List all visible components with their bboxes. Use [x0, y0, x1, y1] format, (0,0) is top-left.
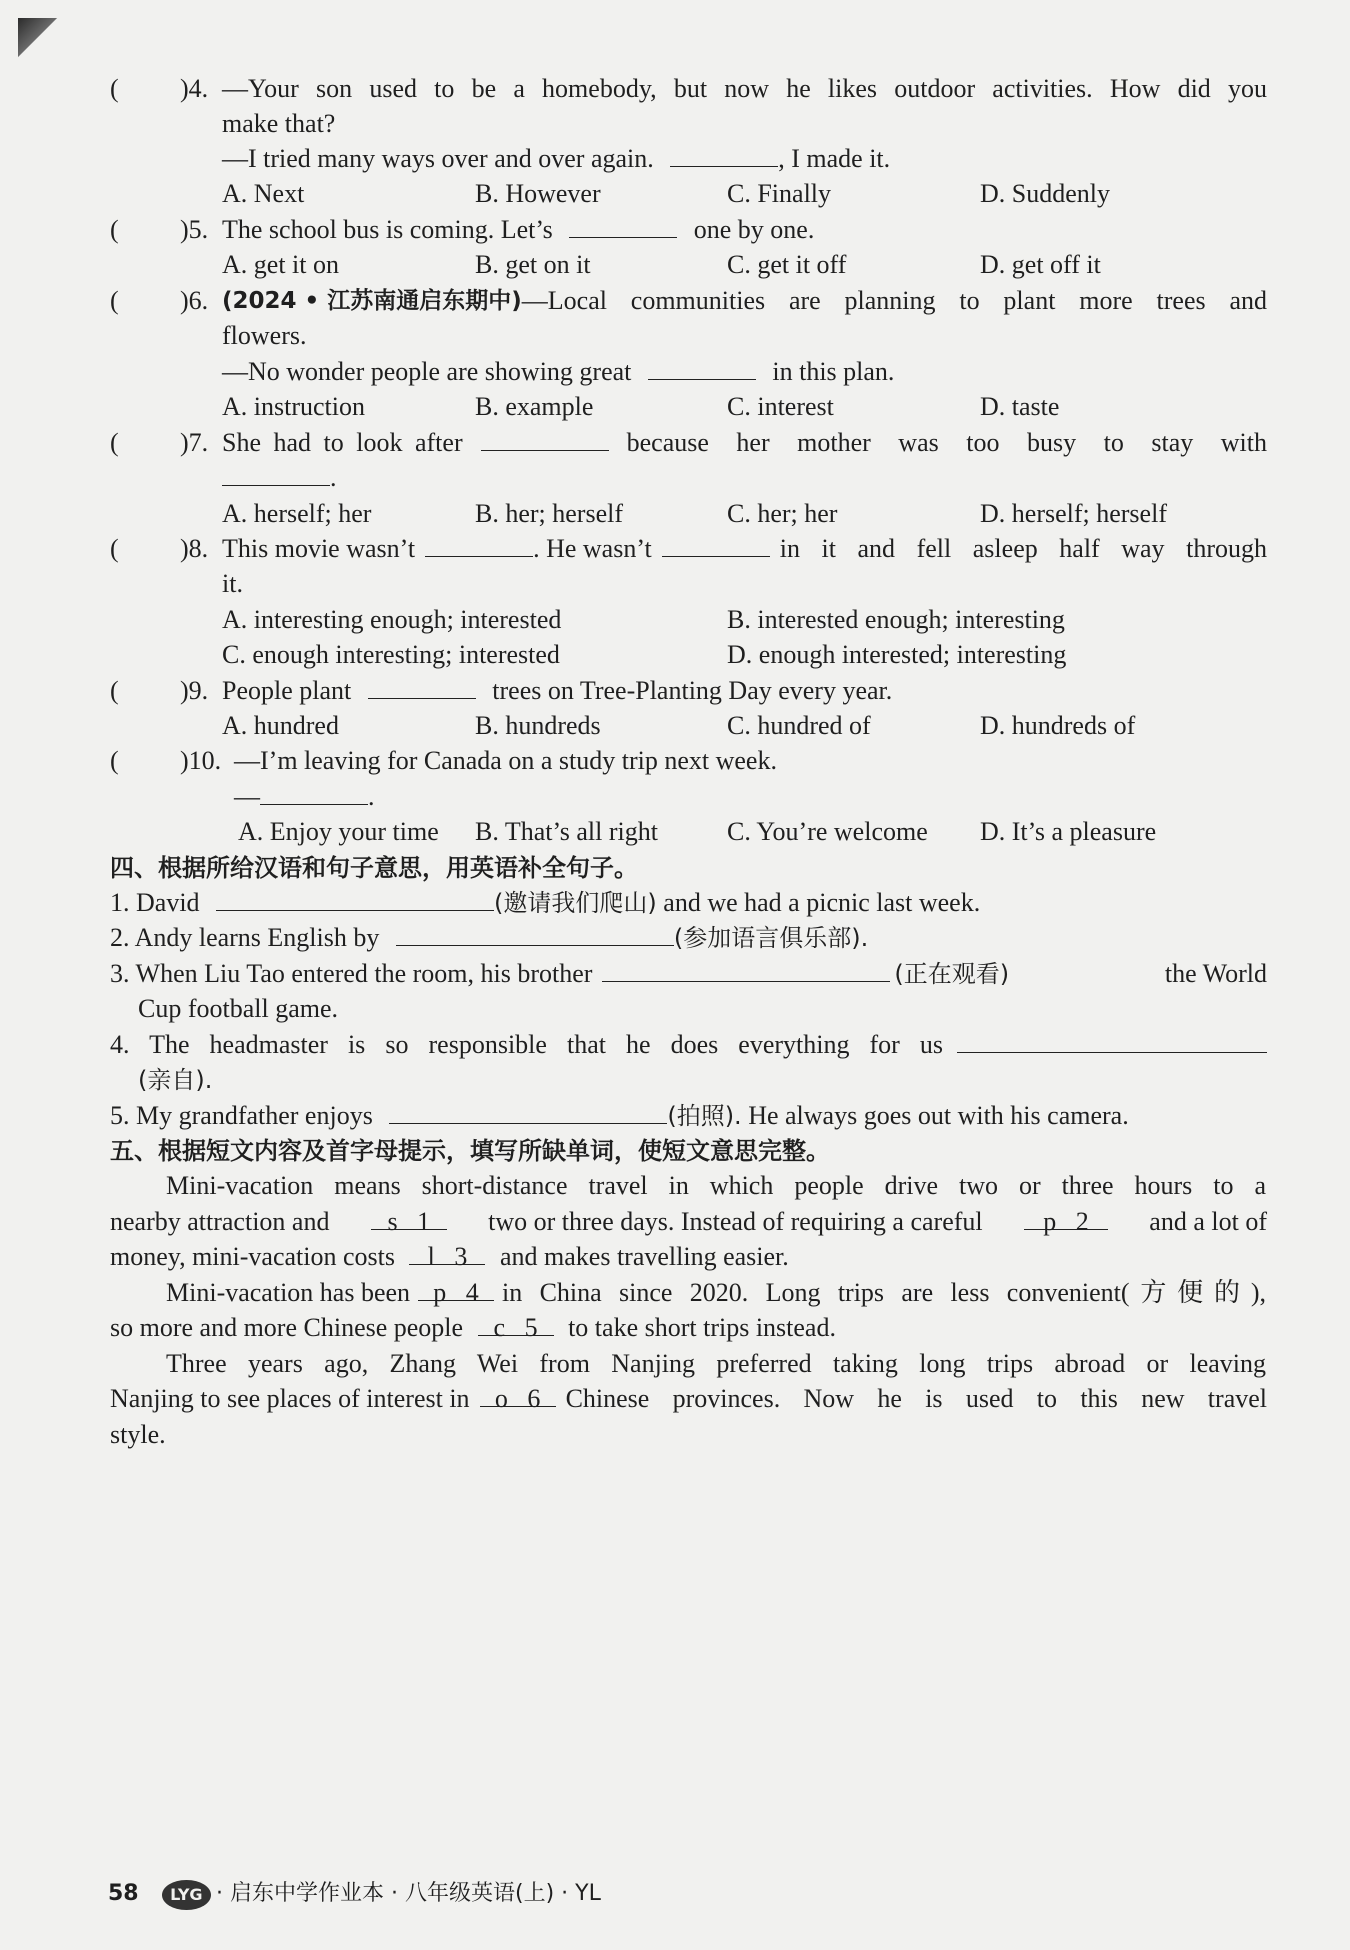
s4-2-answer-blank[interactable]	[396, 921, 674, 946]
blank-6-number: 6	[527, 1384, 541, 1413]
p1-line2-mid: two or three days. Instead of requiring a careful	[488, 1207, 983, 1236]
q9-paren: (	[110, 676, 119, 705]
q5-option-a: A. get it on	[222, 250, 339, 279]
s4-5-hint: (拍照).	[667, 1102, 742, 1130]
page-number: 58	[108, 1881, 139, 1906]
s4-3-hint: (正在观看)	[894, 960, 1010, 988]
q10-option-b: B. That’s all right	[475, 817, 658, 846]
q4-line3-text: —I tried many ways over and over again.	[222, 144, 654, 173]
blank-4-letter: p	[433, 1278, 447, 1307]
section4-sentence-4-hint: (亲自).	[138, 1066, 213, 1094]
q5-option-b: B. get on it	[475, 250, 591, 279]
book-title: · 启东中学作业本 · 八年级英语(上) · YL	[216, 1881, 601, 1906]
s4-5-answer-blank[interactable]	[389, 1099, 667, 1124]
q5-stem-tail: one by one.	[693, 215, 815, 244]
p3-line2-text: Nanjing to see places of interest in	[110, 1384, 470, 1413]
passage-p3-line3: style.	[110, 1420, 166, 1449]
q6-line3-text: —No wonder people are showing great	[222, 357, 632, 386]
s4-3-answer-blank[interactable]	[602, 957, 890, 982]
blank-2-number: 2	[1075, 1207, 1089, 1236]
q6-source: (2024 • 江苏南通启东期中)	[222, 288, 522, 314]
q8-option-c: C. enough interesting; interested	[222, 640, 560, 669]
q7-answer-blank-1[interactable]	[481, 426, 609, 451]
section4-sentence-5	[110, 1099, 1129, 1133]
blank-3-number: 3	[454, 1242, 468, 1271]
q6-line1-text: —Local communities are planning to plant more trees and	[521, 286, 1267, 315]
q7-option-d: D. herself; herself	[980, 499, 1167, 528]
q7-number: )7.	[180, 428, 209, 457]
q4-line2: make that?	[222, 109, 336, 138]
blank-3-letter: l	[427, 1242, 435, 1271]
q8-answer-blank-1[interactable]	[425, 532, 533, 557]
q7-line1	[222, 426, 1267, 460]
q7-option-b: B. her; herself	[475, 499, 624, 528]
s4-4-text: 4. The headmaster is so responsible that he does everything for us	[110, 1030, 943, 1059]
q10-answer-blank[interactable]	[260, 780, 368, 805]
blank-5-number: 5	[524, 1313, 538, 1342]
q10-line1: —I’m leaving for Canada on a study trip next week.	[234, 746, 777, 775]
q6-line3-tail: in this plan.	[772, 357, 895, 386]
q8-number: )8.	[180, 534, 209, 563]
q8-option-d: D. enough interested; interesting	[727, 640, 1067, 669]
q7-line2-period: .	[330, 463, 337, 492]
passage-blank-1[interactable]	[371, 1205, 447, 1236]
q6-option-c: C. interest	[727, 392, 834, 421]
q4-option-b: B. However	[475, 179, 601, 208]
q10-line2	[234, 780, 375, 814]
s4-1-text: 1. David	[110, 888, 200, 917]
passage-blank-5[interactable]	[478, 1311, 554, 1342]
passage-p1-line2	[110, 1205, 1267, 1239]
s4-5-tail: He always goes out with his camera.	[748, 1101, 1129, 1130]
q8-line1	[222, 532, 1267, 566]
q6-line1	[222, 284, 1267, 318]
p1-line3-tail: and makes travelling easier.	[499, 1242, 789, 1271]
s4-4-answer-blank[interactable]	[957, 1028, 1267, 1053]
passage-p2-line1	[166, 1276, 1266, 1310]
s4-2-hint: (参加语言俱乐部).	[673, 924, 869, 952]
q9-option-b: B. hundreds	[475, 711, 601, 740]
q5-option-c: C. get it off	[727, 250, 847, 279]
blank-6-letter: o	[494, 1384, 508, 1413]
section5-heading: 五、根据短文内容及首字母提示，填写所缺单词，使短文意思完整。	[110, 1137, 830, 1165]
q6-line2: flowers.	[222, 321, 307, 350]
q5-answer-blank[interactable]	[569, 213, 677, 238]
s4-1-tail: and we had a picnic last week.	[663, 888, 981, 917]
q6-option-a: A. instruction	[222, 392, 365, 421]
q8-line1-mid: . He wasn’t	[533, 534, 652, 563]
q8-line1-text: This movie wasn’t	[222, 534, 416, 563]
q6-option-b: B. example	[475, 392, 594, 421]
q9-option-c: C. hundred of	[727, 711, 871, 740]
q8-line2: it.	[222, 569, 243, 598]
q10-paren: (	[110, 746, 119, 775]
passage-p3-line1: Three years ago, Zhang Wei from Nanjing preferred taking long trips abroad or leaving	[166, 1349, 1266, 1378]
q10-option-c: C. You’re welcome	[727, 817, 928, 846]
q5-option-d: D. get off it	[980, 250, 1101, 279]
blank-2-letter: p	[1043, 1207, 1057, 1236]
section4-sentence-3	[110, 957, 1267, 991]
p1-line3-text: money, mini-vacation costs	[110, 1242, 395, 1271]
q7-option-a: A. herself; her	[222, 499, 372, 528]
q7-option-c: C. her; her	[727, 499, 838, 528]
p3-line2-tail: Chinese provinces. Now he is used to this new travel	[565, 1384, 1267, 1413]
passage-p3-line2	[110, 1382, 1267, 1416]
q4-line3-tail: , I made it.	[778, 144, 891, 173]
p1-line2-tail: and a lot of	[1149, 1207, 1267, 1236]
blank-4-number: 4	[465, 1278, 479, 1307]
q10-option-d: D. It’s a pleasure	[980, 817, 1157, 846]
p2-line1-text: Mini-vacation has been	[166, 1278, 411, 1307]
q9-stem-text: People plant	[222, 676, 352, 705]
blank-1-number: 1	[417, 1207, 431, 1236]
q4-line3	[222, 142, 890, 176]
q8-line1-tail: in it and fell asleep half way through	[779, 534, 1267, 563]
q4-line1: —Your son used to be a homebody, but now he likes outdoor activities. How did you	[222, 74, 1267, 103]
q4-option-a: A. Next	[222, 179, 305, 208]
section4-sentence-1	[110, 886, 980, 920]
passage-p2-line2	[110, 1311, 836, 1345]
q9-answer-blank[interactable]	[368, 674, 476, 699]
q8-option-a: A. interesting enough; interested	[222, 605, 562, 634]
q5-number: )5.	[180, 215, 209, 244]
q6-number: )6.	[180, 286, 209, 315]
q7-line2	[222, 461, 337, 495]
passage-p1-line1: Mini-vacation means short-distance travel in which people drive two or three hours to a	[166, 1171, 1266, 1200]
passage-blank-3[interactable]	[409, 1240, 485, 1271]
s4-5-text: 5. My grandfather enjoys	[110, 1101, 373, 1130]
p2-line2-tail: to take short trips instead.	[568, 1313, 836, 1342]
passage-blank-6[interactable]	[480, 1382, 556, 1413]
q9-option-a: A. hundred	[222, 711, 339, 740]
page-footer	[108, 1878, 601, 1910]
q10-number: )10.	[180, 746, 222, 775]
passage-blank-2[interactable]	[1024, 1205, 1108, 1236]
s4-2-text: 2. Andy learns English by	[110, 923, 380, 952]
p1-line2-text: nearby attraction and	[110, 1207, 330, 1236]
passage-p1-line3	[110, 1240, 789, 1274]
q5-paren: (	[110, 215, 119, 244]
blank-5-letter: c	[493, 1313, 506, 1342]
q9-stem	[222, 674, 892, 708]
q5-stem	[222, 213, 814, 247]
q5-stem-text: The school bus is coming. Let’s	[222, 215, 553, 244]
q6-option-d: D. taste	[980, 392, 1060, 421]
q9-stem-tail: trees on Tree-Planting Day every year.	[492, 676, 893, 705]
q4-option-d: D. Suddenly	[980, 179, 1110, 208]
s4-3-text: 3. When Liu Tao entered the room, his brother	[110, 959, 593, 988]
q7-line1-tail: because her mother was too busy to stay with	[626, 428, 1267, 457]
q4-number: )4.	[180, 74, 209, 103]
s4-1-answer-blank[interactable]	[216, 886, 494, 911]
q6-paren: (	[110, 286, 119, 315]
passage-blank-4[interactable]	[418, 1276, 494, 1307]
q9-number: )9.	[180, 676, 209, 705]
q10-line2-dash: —	[234, 782, 260, 811]
q6-line3	[222, 355, 894, 389]
section4-sentence-4	[110, 1028, 1267, 1062]
section4-sentence-2	[110, 921, 868, 955]
q7-paren: (	[110, 428, 119, 457]
q4-answer-blank[interactable]	[670, 142, 778, 167]
q9-option-d: D. hundreds of	[980, 711, 1136, 740]
publisher-logo: LYG	[162, 1880, 210, 1910]
s4-3-tail: the World	[1164, 959, 1267, 988]
q6-answer-blank[interactable]	[648, 355, 756, 380]
s4-1-hint: (邀请我们爬山)	[494, 889, 657, 917]
section4-sentence-3-cont: Cup football game.	[138, 994, 339, 1023]
q4-option-c: C. Finally	[727, 179, 832, 208]
q8-option-b: B. interested enough; interesting	[727, 605, 1065, 634]
p2-line1-tail: in China since 2020. Long trips are less convenient(方便的),	[502, 1278, 1266, 1307]
p2-line2-text: so more and more Chinese people	[110, 1313, 464, 1342]
section4-heading: 四、根据所给汉语和句子意思，用英语补全句子。	[110, 854, 638, 882]
q7-line1-text: She had to look after	[222, 428, 463, 457]
q7-answer-blank-2[interactable]	[222, 461, 330, 486]
q10-option-a: A. Enjoy your time	[238, 817, 439, 846]
q8-answer-blank-2[interactable]	[662, 532, 770, 557]
blank-1-letter: s	[387, 1207, 398, 1236]
q4-paren: (	[110, 74, 119, 103]
q10-line2-period: .	[368, 782, 375, 811]
q8-paren: (	[110, 534, 119, 563]
